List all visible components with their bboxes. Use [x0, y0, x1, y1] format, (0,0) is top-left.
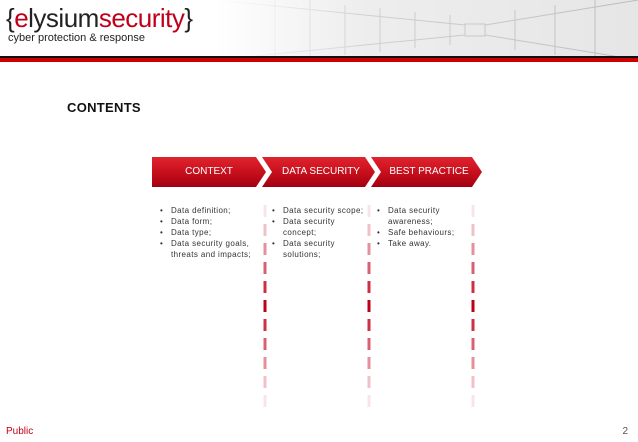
list-item: • Data definition; [160, 205, 265, 216]
divider-tick [368, 281, 371, 293]
divider-tick [472, 262, 475, 274]
page-title: CONTENTS [67, 100, 141, 115]
logo-brace-close: } [184, 3, 193, 33]
list-item: • Data security awareness; [377, 205, 473, 227]
list-item: • Data security scope; [272, 205, 368, 216]
list-item: • Data security solutions; [272, 238, 368, 260]
page-number: 2 [622, 426, 628, 437]
list-item: • Data form; [160, 216, 265, 227]
divider-tick [472, 281, 475, 293]
divider-tick [368, 395, 371, 407]
context-list [160, 205, 265, 260]
chevron-label-data-security: DATA SECURITY [282, 166, 360, 177]
divider-tick [368, 262, 371, 274]
list-item: • Data security concept; [272, 216, 368, 238]
list-item: • Safe behaviours; [377, 227, 473, 238]
divider-tick [264, 357, 267, 369]
divider-tick [472, 395, 475, 407]
chevron-label-context: CONTEXT [185, 166, 233, 177]
logo-letter-e: e [14, 3, 29, 33]
header [0, 0, 638, 62]
classification-label: Public [6, 426, 34, 437]
divider-tick [368, 300, 371, 312]
divider-tick [472, 376, 475, 388]
company-tagline: cyber protection & response [8, 32, 145, 44]
divider-tick [264, 395, 267, 407]
divider-tick [264, 338, 267, 350]
divider-tick [264, 281, 267, 293]
logo-brace-open: { [6, 3, 15, 33]
divider-tick [264, 376, 267, 388]
list-item: • Data security goals, threats and impacts; [160, 238, 265, 260]
divider-tick [368, 376, 371, 388]
best-practice-list [377, 205, 473, 249]
chevron-process-bar [152, 157, 482, 187]
list-item: • Data type; [160, 227, 265, 238]
divider-tick [264, 319, 267, 331]
divider-tick [472, 300, 475, 312]
divider-tick [368, 357, 371, 369]
header-divider [0, 56, 638, 62]
data-security-list [272, 205, 368, 260]
divider-tick [264, 300, 267, 312]
logo-security: security [98, 3, 185, 33]
divider-tick [264, 262, 267, 274]
divider-tick [472, 338, 475, 350]
divider-tick [472, 357, 475, 369]
divider-tick [368, 319, 371, 331]
divider-tick [368, 338, 371, 350]
company-logo [6, 4, 193, 32]
divider-tick [472, 319, 475, 331]
chevron-label-best-practice: BEST PRACTICE [389, 166, 469, 177]
corridor-background-image [215, 0, 638, 60]
list-item: • Take away. [377, 238, 473, 249]
logo-lysium: lysium [28, 3, 99, 33]
